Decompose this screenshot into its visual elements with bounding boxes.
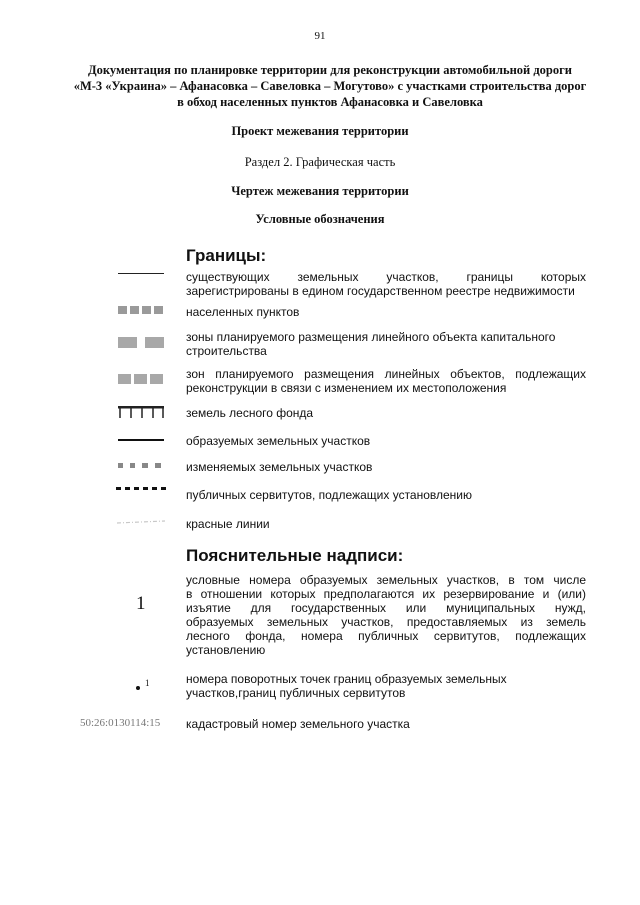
black-dash-icon — [116, 487, 166, 490]
thin-line-icon — [118, 273, 164, 274]
turning-point-symbol — [136, 680, 156, 694]
document-title-line-3: в обход населенных пунктов Афанасовка и Савеловка — [177, 95, 483, 109]
legend-item-planned-zone: зоны планируемого размещения линейного объекта капитального строительства — [186, 330, 556, 358]
drawing-title: Чертеж межевания территории — [231, 184, 409, 198]
legend-item-settlements: населенных пунктов — [186, 305, 300, 319]
legend-item-formed-parcels: образуемых земельных участков — [186, 434, 371, 448]
document-title-line-1: Документация по планировке территории для реконструкции автомобильной дороги — [87, 63, 573, 77]
legend-item-red-lines: красные линии — [186, 517, 270, 531]
note-number-symbol: 1 — [136, 593, 146, 614]
boundaries-heading: Границы: — [186, 246, 267, 265]
red-line-icon — [116, 518, 166, 526]
document-title — [60, 62, 600, 110]
notes-heading: Пояснительные надписи: — [186, 546, 404, 565]
project-title: Проект межевания территории — [231, 124, 409, 138]
gray-block-dashed-icon — [118, 374, 164, 384]
note-parcel-numbers: условные номера образуемых земельных участков, в том числе в отношении которых предполагаются их резервирование и (или) изъятие для государственных или муниципальных нужд, образуемых земельных участков, предоставляемых из земель лесного фонда, номера публичных сервитутов, подлежащих установлению — [186, 573, 586, 657]
point-number: 1 — [145, 678, 150, 688]
cadastral-number-sample: 50:26:0130114:15 — [80, 717, 161, 729]
point-dot-icon — [136, 686, 140, 690]
legend-item-changed-parcels: изменяемых земельных участков — [186, 460, 373, 474]
note-cadastral-number: кадастровый номер земельного участка — [186, 717, 410, 731]
legend-item-public-easements: публичных сервитутов, подлежащих установлению — [186, 488, 473, 502]
thick-line-icon — [118, 439, 164, 441]
legend-item-existing-parcels: существующих земельных участков, границы которых зарегистрированы в едином государственном реестре недвижимости — [186, 270, 586, 298]
forest-fund-icon — [117, 405, 165, 419]
dot-dash-icon — [118, 463, 164, 468]
page-number: 91 — [314, 30, 326, 42]
document-title-line-2: «М-3 «Украина» – Афанасовка – Савеловка – Могутово» с участками строительства дорог — [73, 79, 587, 93]
legend-title: Условные обозначения — [255, 212, 385, 226]
note-turning-points: номера поворотных точек границ образуемых земельных участков,границ публичных сервитутов — [186, 672, 507, 700]
legend-item-forest-fund: земель лесного фонда — [186, 406, 314, 420]
gray-dash-icon — [118, 306, 164, 314]
legend-item-reconstruction-zone: зон планируемого размещения линейных объектов, подлежащих реконструкции в связи с изменением их местоположения — [186, 367, 586, 395]
section-title: Раздел 2. Графическая часть — [244, 155, 396, 169]
gray-block-icon — [118, 337, 164, 348]
